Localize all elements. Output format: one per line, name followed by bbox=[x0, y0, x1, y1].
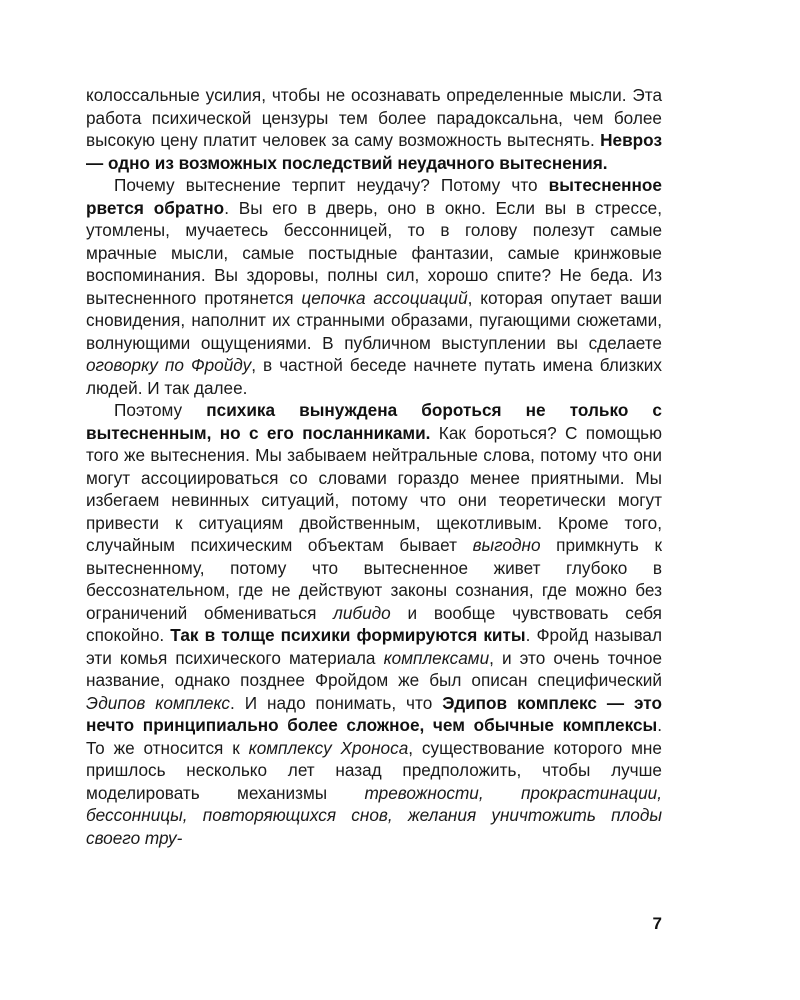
italic-text: оговорку по Фройду bbox=[86, 355, 252, 375]
text-run: и вообще чувствовать себя спокойно. bbox=[86, 602, 662, 645]
text-run: , и это очень точное название, однако позднее Фройдом же был описан специфический bbox=[86, 647, 662, 690]
text-run: . Фройд называл эти комья психического материала bbox=[86, 625, 662, 668]
paragraph bbox=[86, 84, 662, 174]
text-run: , существование которого мне пришлось несколько лет назад предположить, чтобы лучше моделировать механизмы bbox=[86, 737, 662, 803]
bold-text: вытесненное рвется обратно bbox=[86, 175, 662, 218]
text-run: колоссальные усилия, чтобы не осознавать определенные мысли. Эта работа психической цензуры тем более парадоксальна, чем более высокую цену платит человек за саму возможность вытеснять. bbox=[86, 85, 662, 150]
paragraph bbox=[86, 399, 662, 849]
paragraph bbox=[86, 174, 662, 399]
text-run: . То же относится к bbox=[86, 715, 662, 758]
italic-text: тревожности, прокрастинации, бессонницы, повторяющихся снов, желания уничтожить плоды своего тру- bbox=[86, 782, 662, 848]
italic-text: либидо bbox=[333, 602, 391, 623]
text-run: примкнуть к вытесненному, потому что вытесненное живет глубоко в бессознательном, где не действуют законы сознания, где можно без ограничений обмениваться bbox=[86, 535, 662, 623]
page-number: 7 bbox=[652, 914, 662, 933]
text-run: , в частной беседе начнете путать имена близких людей. И так далее. bbox=[86, 355, 662, 398]
italic-text: Эдипов комплекс bbox=[86, 692, 230, 713]
text-run: Почему вытеснение терпит неудачу? Потому что bbox=[114, 175, 549, 195]
text-run: . Вы его в дверь, оно в окно. Если вы в стрессе, утомлены, мучаетесь бессонницей, то в голову полезут самые мрачные мысли, самые постыдные фантазии, самые кринжовые воспоминания. Вы здоровы, полны сил, хорошо спите? Не беда. Из вытесненного протянется bbox=[86, 197, 662, 308]
bold-text: Так в толще психики формируются киты bbox=[170, 625, 526, 645]
page-body-text bbox=[86, 84, 662, 849]
italic-text: комплексами bbox=[383, 647, 490, 668]
text-run: Поэтому bbox=[114, 400, 207, 420]
italic-text: выгодно bbox=[472, 535, 541, 555]
text-run: Как бороться? С помощью того же вытеснения. Мы забываем нейтральные слова, потому что они могут ассоциироваться со словами гораздо менее приятными. Мы избегаем невинных ситуаций, потому что они теоретически могут привести к ситуациям двойственным, щекотливым. Кроме того, случайным психическим объектам бывает bbox=[86, 422, 663, 555]
italic-text: цепочка ассоциаций bbox=[301, 287, 468, 308]
italic-text: комплексу Хроноса bbox=[248, 737, 409, 758]
text-run: , которая опутает ваши сновидения, наполнит их странными образами, пугающими сюжетами, волнующими ощущениями. В публичном выступлении вы сделаете bbox=[86, 287, 662, 353]
text-run: . И надо понимать, что bbox=[229, 692, 443, 713]
bold-text: психика вынуждена бороться не только с вытесненным, но с его посланниками. bbox=[86, 400, 662, 443]
bold-text: Эдипов комплекс — это нечто принципиально более сложное, чем обычные комплексы bbox=[86, 692, 662, 735]
bold-text: Невроз — одно из возможных последствий неудачного вытеснения. bbox=[86, 130, 662, 173]
